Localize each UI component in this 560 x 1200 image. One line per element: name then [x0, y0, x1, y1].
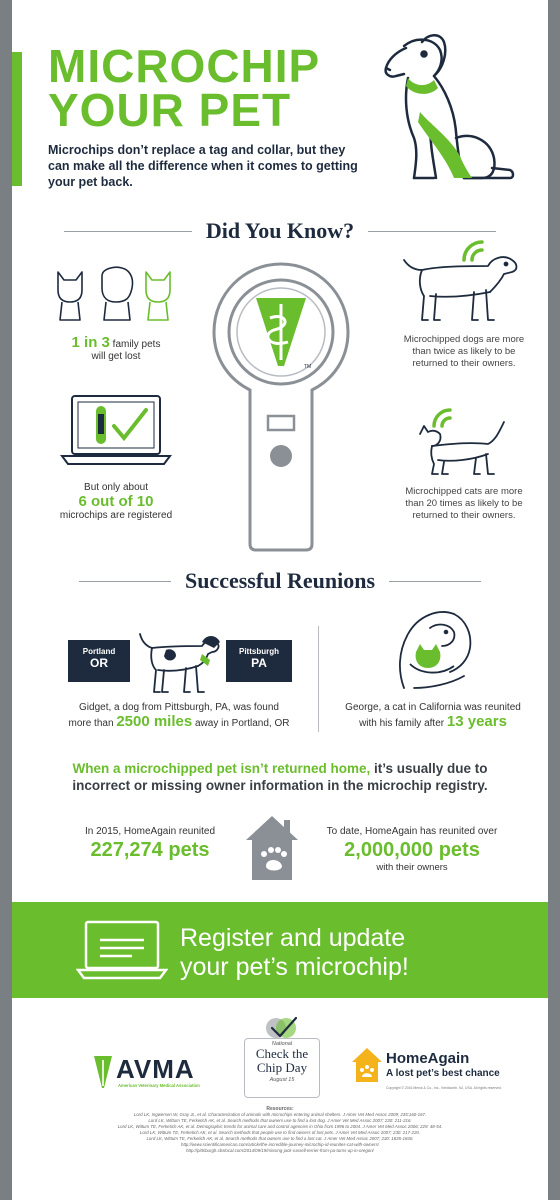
stat-total-label: To date, HomeAgain has reunited over	[326, 826, 498, 837]
notice-text: it’s usually due to incorrect or missing owner information in the microchip registry.	[72, 761, 488, 793]
cta-line2: your pet’s microchip!	[180, 953, 409, 981]
resource-line: Lord LK, Wittum TE, Ferketich AK, et al. Search methods that owners use to find a lost dog. J Amer Vet Med Assoc 2007; 230: 211-216.	[148, 1118, 412, 1123]
infographic-card	[12, 0, 548, 1200]
page-title	[48, 40, 321, 136]
pennsylvania-abbr: PA	[251, 656, 267, 670]
homeagain-tagline: A lost pet’s best chance	[386, 1068, 500, 1079]
stat-registered-highlight: 6 out of 10	[78, 493, 154, 510]
gidget-highlight: 2500 miles	[116, 713, 193, 730]
stat-2015-label: In 2015, HomeAgain reunited	[84, 826, 216, 837]
title-line-2: YOUR PET	[48, 84, 292, 136]
stat-2015-reunited	[62, 826, 238, 862]
oregon-state-shape	[68, 640, 130, 682]
stat-registered	[36, 482, 196, 521]
resource-line: Lord LK, Wittum TE, Ferketich AK, et al. Search methods that owners use to find a lost cat. J Amer Vet Med Assoc 2007; 230: 1835-1840.	[146, 1136, 414, 1141]
chip-day-box	[244, 1038, 320, 1098]
chip-day-check-icon	[264, 1014, 300, 1040]
chip-day-date: August 15	[269, 1077, 295, 1083]
pennsylvania-state-shape	[226, 640, 292, 682]
stat-registered-line1: But only about	[84, 482, 148, 493]
pennsylvania-city: Pittsburgh	[239, 647, 279, 656]
person-hugging-cat-icon	[390, 602, 478, 694]
stat-lost-highlight: 1 in 3	[71, 334, 110, 351]
laptop-check-icon	[60, 392, 172, 470]
oregon-abbr: OR	[90, 656, 108, 670]
stat-total-value: 2,000,000 pets	[344, 839, 480, 861]
resource-line: Lord LK, Wittum TE, Ferketich AK, et al. Search methods that people use to find owners of lost pets. J Amer Vet Med Assoc 2007; 230: 217-220.	[139, 1130, 421, 1135]
dog-signal-icon	[400, 236, 524, 328]
cta-text	[180, 924, 510, 982]
resource-line: Lord LK, Wittum TE, Ferketich AK, et al. Demographic trends for animal care and control agencies in Ohio from 1996 to 2004. J Amer Vet Med Assoc 2006; 229: 48-54.	[117, 1124, 443, 1129]
gidget-pre: more than	[68, 718, 117, 729]
registry-notice	[46, 760, 514, 794]
homeagain-house-icon	[350, 1046, 384, 1084]
avma-caduceus-icon	[92, 1054, 114, 1090]
oregon-city: Portland	[82, 647, 116, 656]
avma-logo	[92, 1054, 232, 1094]
avma-wordmark: AVMA	[116, 1054, 195, 1084]
homeagain-wordmark: HomeAgain	[386, 1050, 470, 1067]
check-the-chip-day-logo	[244, 1014, 320, 1098]
microchip-scanner-icon	[208, 260, 354, 554]
cta-line1: Register and update	[180, 924, 406, 952]
spotted-dog-icon	[136, 620, 222, 696]
stat-total-sub: with their owners	[376, 862, 448, 873]
reunions-heading	[12, 568, 548, 594]
three-pets-icon	[52, 262, 180, 324]
stat-total-reunited	[312, 826, 512, 873]
george-highlight: 13 years	[446, 713, 507, 730]
resources-heading: Resources:	[266, 1106, 294, 1112]
resources-footnotes	[48, 1106, 512, 1154]
did-you-know-title: Did You Know?	[205, 218, 355, 243]
notice-highlight: When a microchipped pet isn’t returned home,	[72, 761, 371, 776]
gidget-line1: Gidget, a dog from Pittsburgh, PA, was found	[79, 702, 279, 713]
trademark-label: TM	[304, 364, 312, 370]
stat-lost-pets	[36, 334, 196, 362]
title-line-1: MICROCHIP	[48, 40, 321, 92]
stat-lost-text: family pets	[109, 339, 161, 350]
reunions-title: Successful Reunions	[184, 568, 376, 593]
homeagain-copyright: Copyright © 2016 Merck & Co., Inc., Kenilworth, NJ, USA. All rights reserved.	[386, 1086, 502, 1090]
accent-bar	[12, 52, 22, 186]
stat-registered-line3: microchips are registered	[59, 510, 173, 521]
gidget-post: away in Portland, OR	[192, 718, 290, 729]
george-story	[330, 702, 536, 730]
gidget-story	[48, 702, 310, 730]
stat-lost-line2: will get lost	[91, 351, 141, 362]
chip-day-national: National	[271, 1041, 293, 1047]
george-line1: George, a cat in California was reunited	[345, 702, 521, 713]
laptop-icon	[76, 918, 168, 984]
house-paw-icon	[244, 812, 300, 884]
dogs-stat-text: Microchipped dogs are more than twice as likely to be returned to their owners.	[403, 334, 525, 369]
chip-day-line1: Check the	[255, 1046, 309, 1061]
resource-link[interactable]: http://pittsburgh.cbslocal.com/2014/09/19/missing-jack-russell-terrier-from-pa-turns-up-in-oregon/	[186, 1148, 374, 1153]
avma-subtitle: American Veterinary Medical Association	[118, 1083, 200, 1088]
george-pre: with his family after	[359, 718, 447, 729]
resource-line: Lord LK, Ingwersen W, Gray JL, et al. Characterization of animals with microchips entering animal shelters. J Amer Vet Med Assoc 2009; 235:160-167.	[133, 1112, 427, 1117]
resource-link[interactable]: http://www.scientificamerican.com/article/the-incredible-journey-microchip-id-reunites-cat-with-owners/	[181, 1142, 379, 1147]
sitting-dog-icon	[364, 28, 524, 188]
stat-2015-value: 227,274 pets	[90, 839, 210, 861]
cat-signal-icon	[412, 400, 512, 478]
subtitle: Microchips don’t replace a tag and collar, but they can make all the difference when it comes to getting your pet back.	[48, 143, 358, 189]
cats-stat-text: Microchipped cats are more than 20 times as likely to be returned to their owners.	[405, 486, 523, 521]
reunions-divider	[318, 626, 319, 732]
chip-day-line2: Chip Day	[256, 1060, 308, 1075]
homeagain-logo	[350, 1046, 520, 1098]
